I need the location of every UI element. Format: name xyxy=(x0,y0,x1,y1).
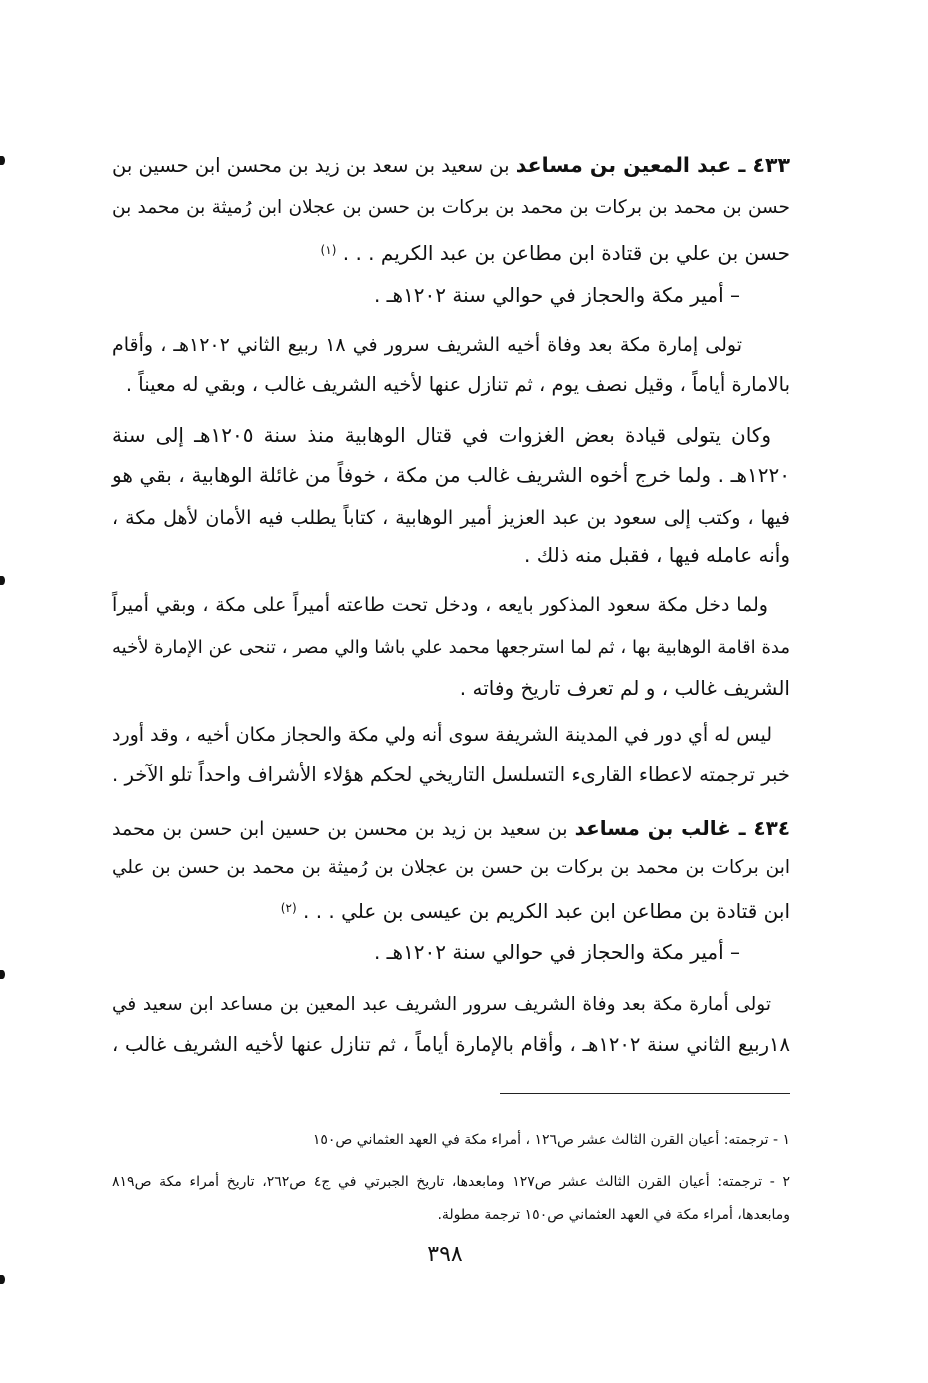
footnote-2-continued: ومابعدها، أمراء مكة في العهد العثماني ص١٥٠ ترجمة مطولة. xyxy=(437,1207,790,1223)
paragraph-line: مدة اقامة الوهابية بها ، ثم لما استرجعها محمد علي باشا والي مصر ، تنحى عن الإمارة لأخيه xyxy=(112,637,790,658)
footnote-2: ٢ - ترجمته: أعيان القرن الثالث عشر ص١٢٧ ومابعدها، تاريخ الجبرتي في ج٤ ص٢٦٢، تاريخ أمراء مكة ص٨١٩ xyxy=(112,1174,790,1190)
scan-mark xyxy=(0,970,5,979)
page-number: ٣٩٨ xyxy=(427,1242,463,1267)
entry-433-heading: ٤٣٣ ـ عبد المعين بن مساعد xyxy=(515,153,790,177)
footnote-ref-2: (٢) xyxy=(280,901,297,915)
paragraph-line: وكان يتولى قيادة بعض الغزوات في قتال الوهابية منذ سنة ١٢٠٥هـ إلى سنة xyxy=(112,423,771,447)
entry-433-office: – أمير مكة والحجاز في حوالي سنة ١٢٠٢هـ . xyxy=(373,283,740,307)
paragraph-line: خبر ترجمته لاعطاء القارىء التسلسل التاريخي لحكم هؤلاء الأشراف واحداً تلو الآخر . xyxy=(112,763,790,786)
paragraph-line: فيها ، وكتب إلى سعود بن عبد العزيز أمير الوهابية ، كتاباً يطلب فيه الأمان لأهل مكة ، xyxy=(112,507,790,529)
paragraph-line: الشريف غالب ، و لم تعرف تاريخ وفاته . xyxy=(459,676,790,700)
entry-434-lineage-1: بن سعيد بن زيد بن محسن بن حسين ابن حسن بن محمد xyxy=(112,818,568,840)
paragraph-line: تولى أمارة مكة بعد وفاة الشريف سرور الشريف عبد المعين بن مساعد ابن سعيد في xyxy=(112,994,771,1015)
paragraph-line: ١٨ربيع الثاني سنة ١٢٠٢هـ ، وأقام بالإمارة أياماً ، ثم تنازل عنها لأخيه الشريف غالب ، xyxy=(112,1033,790,1056)
scan-mark xyxy=(0,576,5,585)
paragraph-line: ولما دخل مكة سعود المذكور بايعه ، ودخل تحت طاعته أميراً على مكة ، وبقي أميراً xyxy=(112,594,768,616)
entry-434-lineage-3-line xyxy=(112,890,790,929)
entry-434-lineage-3: ابن قتادة بن مطاعن ابن عبد الكريم بن عيسى بن علي . . . xyxy=(302,899,790,923)
entry-434-first-line xyxy=(112,810,790,847)
entry-434-office: – أمير مكة والحجاز في حوالي سنة ١٢٠٢هـ . xyxy=(373,940,740,964)
entry-433-lineage-1: بن سعيد بن سعد بن زيد بن محسن ابن حسين بن xyxy=(112,154,510,177)
footnote-1: ١ - ترجمته: أعيان القرن الثالث عشر ص١٢٦ ، أمراء مكة في العهد العثماني ص١٥٠ xyxy=(312,1132,790,1148)
entry-434-lineage-2: ابن بركات بن محمد بن بركات بن حسن بن عجلان بن رُميثة بن محمد بن حسن بن علي xyxy=(112,857,790,878)
footnote-separator xyxy=(500,1093,790,1094)
paragraph-line: تولى إمارة مكة بعد وفاة أخيه الشريف سرور في ١٨ ربيع الثاني ١٢٠٢هـ ، وأقام xyxy=(112,334,742,356)
entry-433-lineage-2: حسن بن محمد بن بركات بن محمد بن بركات بن حسن بن عجلان ابن رُميثة بن محمد بن xyxy=(112,197,790,218)
entry-433-first-line xyxy=(112,147,790,184)
paragraph-line: ١٢٢٠هـ . ولما خرج أخوه الشريف غالب من مكة ، خوفاً من غائلة الوهابية ، بقي هو xyxy=(112,463,790,487)
scan-mark xyxy=(0,156,5,165)
paragraph-line: وأنه عامله فيها ، فقبل منه ذلك . xyxy=(524,543,790,567)
entry-433-lineage-3-line xyxy=(112,232,790,271)
entry-434-heading: ٤٣٤ ـ غالب بن مساعد xyxy=(574,816,790,840)
paragraph-line: بالامارة أياماً ، وقيل نصف يوم ، ثم تنازل عنها لأخيه الشريف غالب ، وبقي له معيناً . xyxy=(125,373,790,396)
footnote-ref-1: (١) xyxy=(320,243,337,257)
entry-433-lineage-3: حسن بن علي بن قتادة ابن مطاعن بن عبد الكريم . . . xyxy=(342,241,790,265)
scan-mark xyxy=(0,1275,5,1284)
paragraph-line: ليس له أي دور في المدينة الشريفة سوى أنه ولي مكة والحجاز مكان أخيه ، وقد أورد xyxy=(112,724,772,746)
